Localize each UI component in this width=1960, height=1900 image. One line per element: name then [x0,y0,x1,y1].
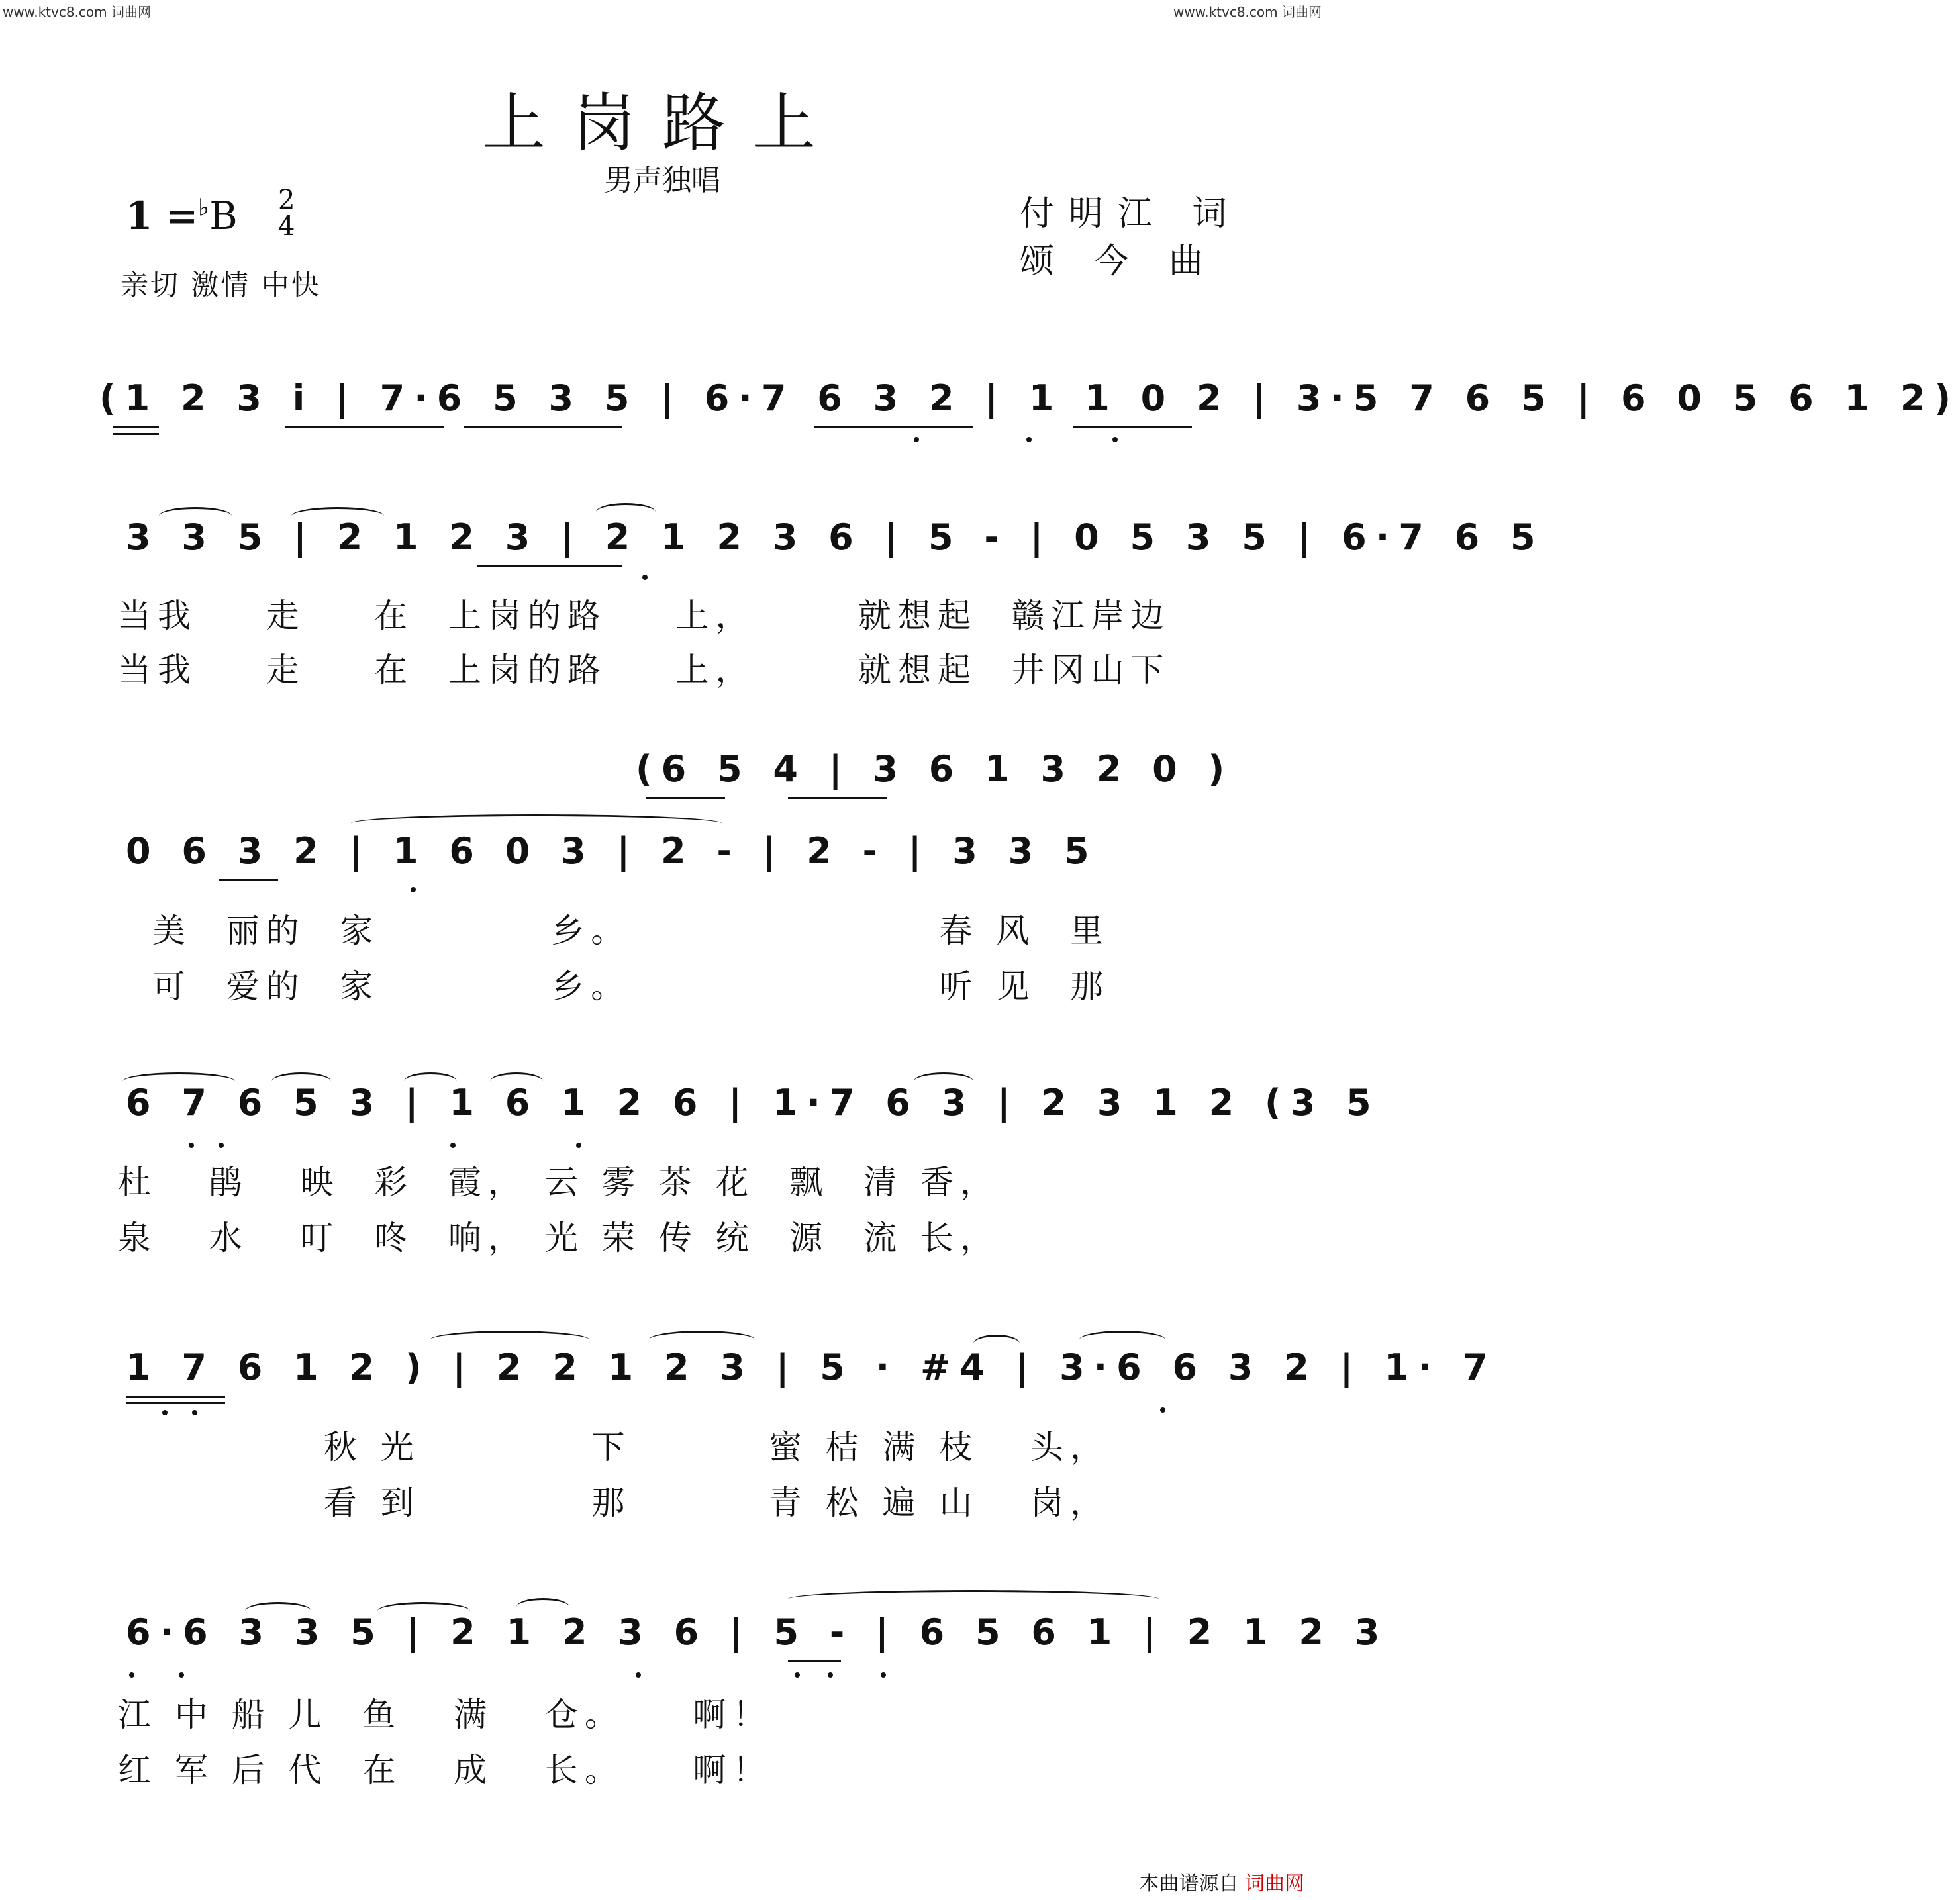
slur [973,1335,1020,1353]
slur [490,1072,543,1090]
slur [271,1072,331,1090]
system-4-lyric-verse-2: 可 爱的 家 乡。 听 见 那 [118,967,1110,1006]
system-2-lyric-verse-2: 当我 走 在 上岗的路 上， 就想起 井冈山下 [118,651,1171,689]
slur [430,1331,589,1349]
key-note: B [209,193,238,238]
system-5-notes: 6 7 6 5 3 | 1 6 1 2 6 | 1·7 6 3 | 2 3 1 2 (3 5 [126,1082,1381,1123]
slur [404,1072,457,1090]
system-4-lyric-verse-1: 美 丽的 家 乡。 春 风 里 [118,912,1110,950]
time-signature [278,187,295,240]
song-title: 上岗路上 [482,86,842,160]
footer-site-link[interactable]: 词曲网 [1245,1872,1304,1895]
system-7-lyric-verse-2: 红 军 后 代 在 成 长。 啊！ [118,1751,773,1789]
tie [351,814,722,832]
composer-credit: 颂 今 曲 [1020,242,1218,281]
slur [377,1602,470,1620]
system-6-lyric-verse-1: 秋 光 下 蜜 桔 满 枝 头， [118,1428,1110,1466]
slur [245,1602,311,1620]
key-prefix: 1 = [126,193,199,238]
meter-top: 2 [278,185,295,215]
slur [122,1072,235,1090]
system-7-notes: 6·6 3 3 5 | 2 1 2 3 6 | 5 - | 6 5 6 1 | 2 1 2 3 [126,1611,1389,1653]
system-4-notes: 0 6 3 2 | 1 6 0 3 | 2 - | 2 - | 3 3 5 [126,830,1099,872]
flat-sign: ♭ [198,194,210,222]
meter-bottom: 4 [278,211,295,242]
slur [914,1072,973,1090]
key-signature [126,193,238,238]
footer-source-text: 本曲谱源自 [1139,1872,1239,1895]
slur [516,1598,569,1616]
slur [596,503,656,521]
system-2-lyric-verse-1: 当我 走 在 上岗的路 上， 就想起 赣江岸边 [118,596,1171,635]
watermark-left: www.ktvc8.com 词曲网 [3,4,152,20]
watermark-right: www.ktvc8.com 词曲网 [1173,4,1322,20]
system-5-lyric-verse-1: 杜 鹃 映 彩 霞， 云 雾 茶 花 飘 清 香， [118,1163,1000,1202]
slur [291,507,384,525]
system-5-lyric-verse-2: 泉 水 叮 咚 响， 光 荣 传 统 源 流 长， [118,1219,1000,1257]
system-6-lyric-verse-2: 看 到 那 青 松 遍 山 岗， [118,1484,1110,1522]
slur [1079,1331,1165,1349]
song-subtitle: 男声独唱 [604,164,720,197]
system-7-lyric-verse-1: 江 中 船 儿 鱼 满 仓。 啊！ [118,1695,773,1734]
tempo-marking: 亲切 激情 中快 [121,269,321,301]
system-2-notes: 3 3 5 | 2 1 2 3 | 2 1 2 3 6 | 5 - | 0 5 3 5 | 6·7 6 5 [126,516,1545,558]
footer-source [1139,1867,1304,1896]
slur [649,1331,755,1349]
tie [788,1590,1159,1608]
system-1-notes: (1 2 3 i | 7·6 5 3 5 | 6·7 6 3 2 | 1 1 0 2 | 3·5 7 6 5 | 6 0 5 6 1 2) [99,377,1960,419]
slur [159,507,232,525]
system-6-notes: 1 7 6 1 2 ) | 2 2 1 2 3 | 5 · #4 | 3·6 6 3 2 | 1· 7 [126,1347,1497,1388]
lyricist-credit: 付明江 词 [1020,194,1242,234]
system-3-notes: (6 5 4 | 3 6 1 3 2 0 ) [636,748,1234,790]
